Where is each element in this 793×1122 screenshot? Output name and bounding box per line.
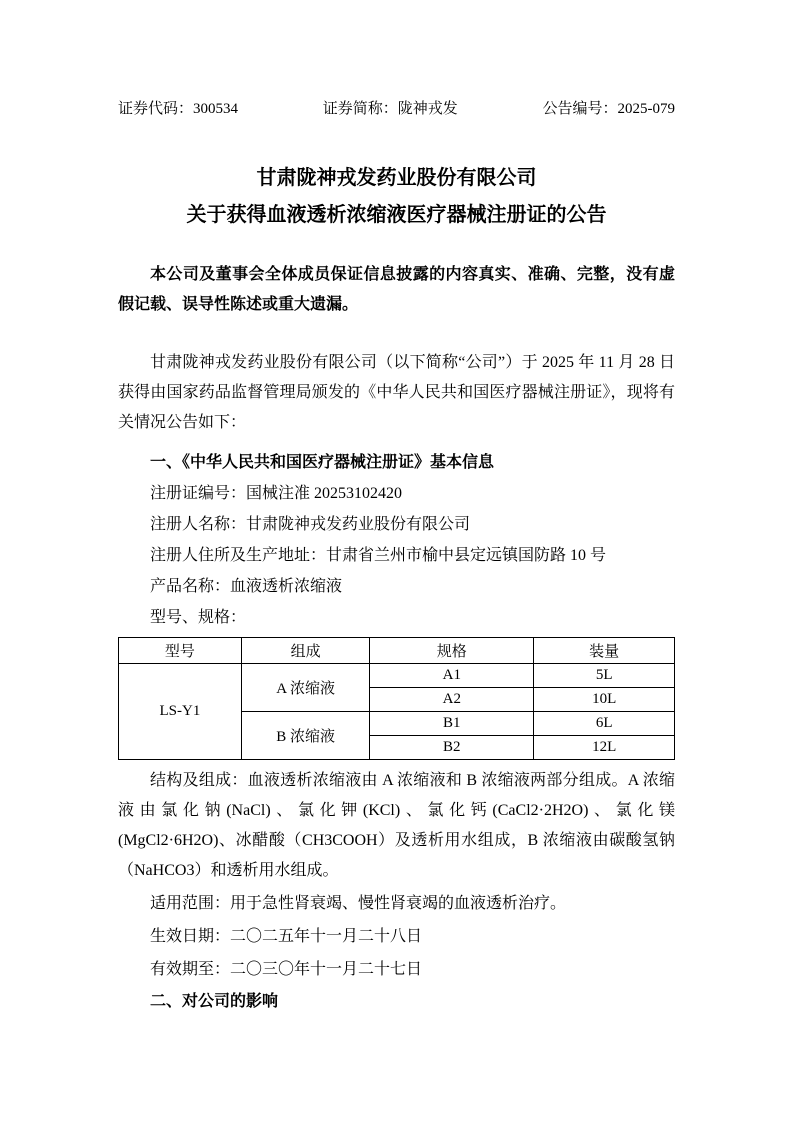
cell-volume-a2: 10L — [534, 688, 675, 712]
cell-model: LS-Y1 — [119, 664, 242, 760]
col-header-volume: 装量 — [534, 638, 675, 664]
cell-composition-b: B 浓缩液 — [241, 712, 369, 760]
expiry-date-line: 有效期至：二〇三〇年十一月二十七日 — [150, 961, 423, 978]
cell-spec-b1: B1 — [370, 712, 534, 736]
cell-composition-a: A 浓缩液 — [241, 664, 369, 712]
document-title — [118, 160, 675, 234]
stock-code: 证券代码：300534 — [118, 101, 239, 117]
col-header-model: 型号 — [119, 638, 242, 664]
certificate-info-list — [118, 478, 675, 633]
announcement-subject-title: 关于获得血液透析浓缩液医疗器械注册证的公告 — [186, 204, 607, 226]
announcement-number: 公告编号：2025-079 — [542, 101, 675, 117]
cell-volume-a1: 5L — [534, 664, 675, 688]
document-header — [118, 100, 675, 118]
structure-composition-paragraph: 结构及组成：血液透析浓缩液由 A 浓缩液和 B 浓缩液两部分组成。A 浓缩液由氯化钠(NaCl)、氯化钾(KCl)、氯化钙(CaCl2·2H2O)、氯化镁(MgCl2·6H2O)、冰醋酸（CH3COOH）及透析用水组成，B 浓缩液由碳酸氢钠（NaHCO3）和透析用水组成。 — [118, 772, 675, 879]
stock-abbr: 证券简称：陇神戎发 — [322, 101, 458, 117]
registrant-address-line: 注册人住所及生产地址：甘肃省兰州市榆中县定远镇国防路 10 号 — [150, 547, 607, 564]
product-name-line: 产品名称：血液透析浓缩液 — [150, 578, 343, 595]
model-spec-table — [118, 637, 675, 760]
company-name-title: 甘肃陇神戎发药业股份有限公司 — [256, 167, 537, 189]
effective-date-line: 生效日期：二〇二五年十一月二十八日 — [150, 928, 423, 945]
intro-paragraph: 甘肃陇神戎发药业股份有限公司（以下简称“公司”）于 2025 年 11 月 28 日获得由国家药品监督管理局颁发的《中华人民共和国医疗器械注册证》，现将有关情况公告如下： — [118, 354, 675, 431]
section-1-heading: 一、《中华人民共和国医疗器械注册证》基本信息 — [150, 454, 495, 471]
registration-number-line: 注册证编号：国械注准 20253102420 — [150, 485, 403, 502]
model-spec-label-line: 型号、规格： — [150, 609, 247, 626]
table-header-row — [119, 638, 675, 664]
section-2-heading: 二、对公司的影响 — [150, 993, 279, 1010]
registrant-name-line: 注册人名称：甘肃陇神戎发药业股份有限公司 — [150, 516, 471, 533]
applicable-scope-line: 适用范围：用于急性肾衰竭、慢性肾衰竭的血液透析治疗。 — [150, 895, 567, 912]
cell-spec-a1: A1 — [370, 664, 534, 688]
cell-volume-b2: 12L — [534, 736, 675, 760]
cell-spec-a2: A2 — [370, 688, 534, 712]
table-row — [119, 664, 675, 688]
cell-volume-b1: 6L — [534, 712, 675, 736]
cell-spec-b2: B2 — [370, 736, 534, 760]
board-declaration: 本公司及董事会全体成员保证信息披露的内容真实、准确、完整，没有虚假记载、误导性陈述或重大遗漏。 — [118, 266, 675, 313]
col-header-spec: 规格 — [370, 638, 534, 664]
col-header-composition: 组成 — [241, 638, 369, 664]
